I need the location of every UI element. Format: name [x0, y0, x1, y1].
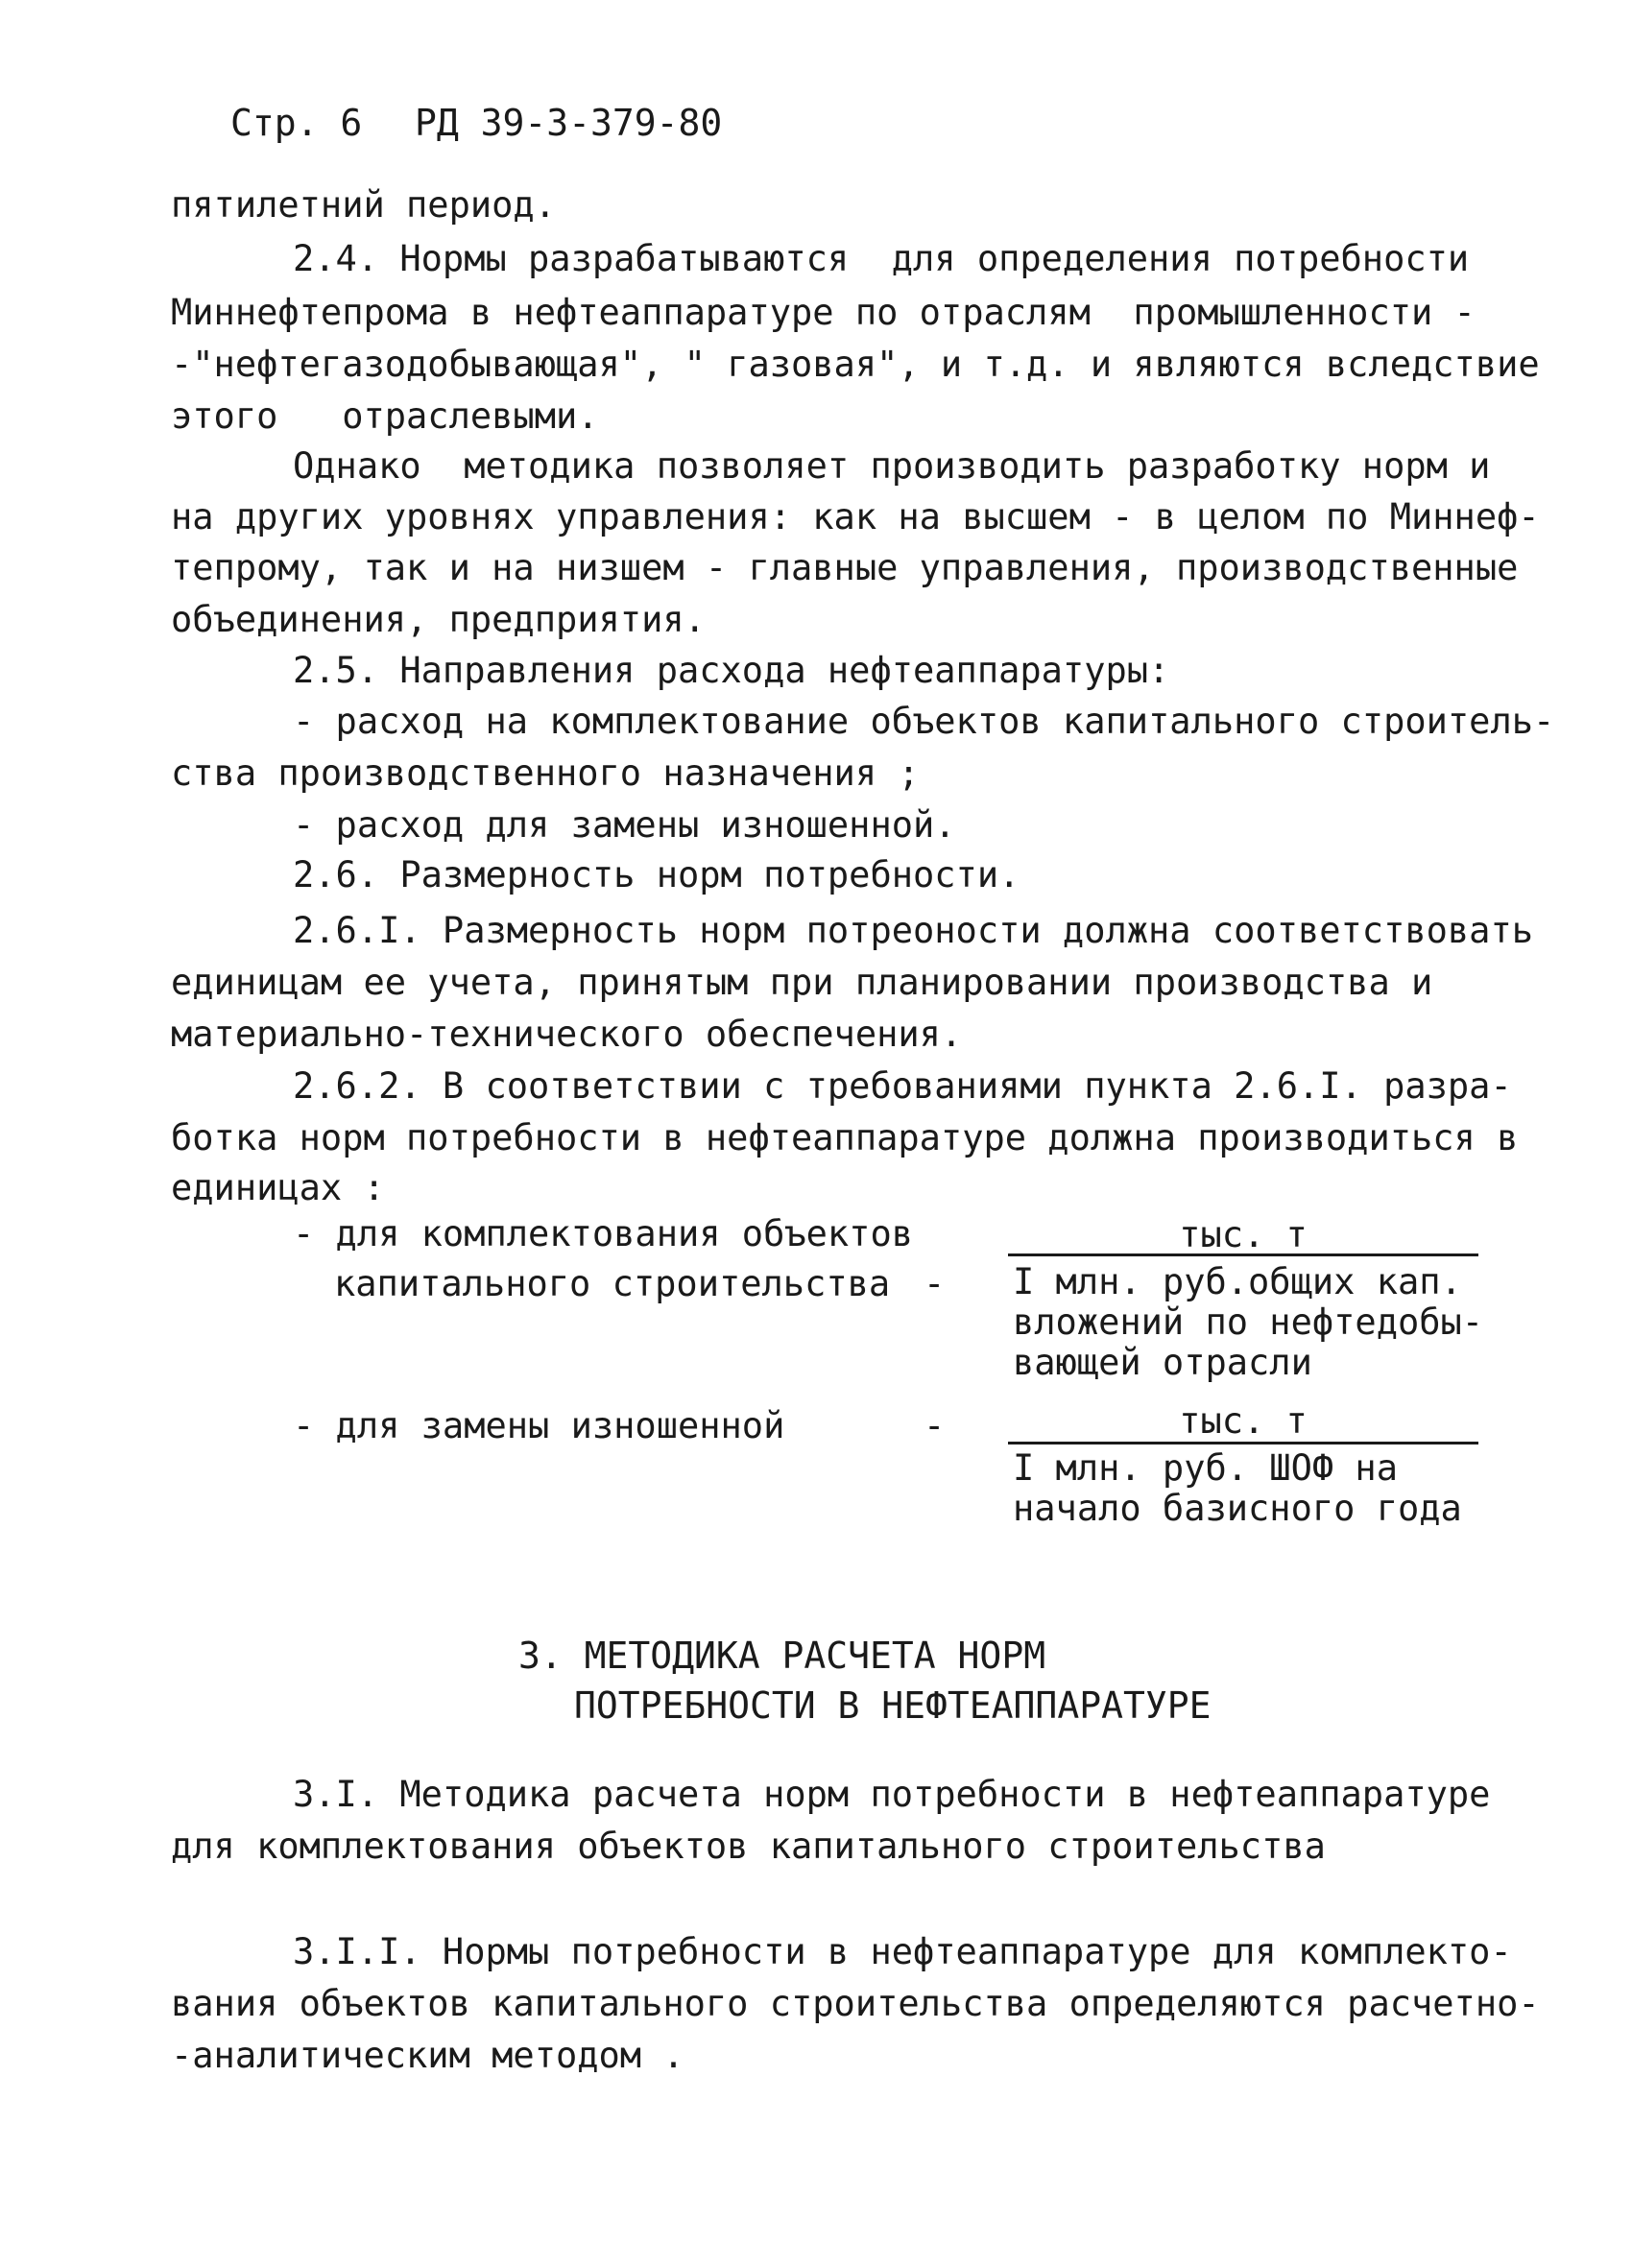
section-title: ПОТРЕБНОСТИ В НЕФТЕАППАРАТУРЕ [574, 1684, 1212, 1727]
unit-item-label: капитального строительства [334, 1263, 891, 1304]
text-line: -"нефтегазодобывающая", " газовая", и т.д. и являются вследствие [171, 344, 1540, 385]
unit-item-label: - для замены изношенной [293, 1405, 785, 1446]
text-line: 3.I.I. Нормы потребности в нефтеаппаратуре для комплекто- [293, 1931, 1512, 1972]
text-line: 2.6. Размерность норм потребности. [293, 854, 1020, 895]
text-line: пятилетний период. [171, 184, 556, 226]
text-line: Миннефтепрома в нефтеаппаратуре по отраслям промышленности - [171, 292, 1476, 333]
text-line: этого отраслевыми. [171, 395, 599, 437]
text-line: 2.4. Нормы разрабатываются для определения потребности [293, 238, 1470, 279]
fraction-denominator: I млн. руб.общих кап. [1013, 1261, 1462, 1302]
fraction-numerator: тыс. т [1179, 1214, 1308, 1255]
text-line: тепрому, так и на низшем - главные управления, производственные [171, 547, 1519, 588]
text-line: единицам ее учета, принятым при планировании производства и [171, 962, 1433, 1003]
unit-item-label: - для комплектования объектов [293, 1213, 914, 1254]
document-code: РД 39-3-379-80 [415, 102, 723, 144]
text-line: единицах : [171, 1167, 385, 1208]
fraction-bar [1008, 1442, 1478, 1444]
page-number: Стр. 6 [230, 102, 363, 144]
text-line: ботка норм потребности в нефтеаппаратуре должна производиться в [171, 1117, 1519, 1158]
text-line: ства производственного назначения ; [171, 752, 920, 794]
fraction-numerator: тыс. т [1179, 1400, 1308, 1442]
text-line: 2.5. Направления расхода нефтеаппаратуры: [293, 650, 1170, 691]
section-title: 3. МЕТОДИКА РАСЧЕТА НОРМ [518, 1635, 1046, 1677]
text-line: -аналитическим методом . [171, 2035, 684, 2076]
unit-dash: - [924, 1405, 946, 1446]
text-line: 2.6.I. Размерность норм потреоности должна соответствовать [293, 910, 1534, 951]
text-line: объединения, предприятия. [171, 599, 706, 640]
text-line: материально-технического обеспечения. [171, 1014, 963, 1055]
subsection-title: для комплектования объектов капитального строительства [171, 1826, 1326, 1867]
fraction-denominator: начало базисного года [1013, 1488, 1462, 1529]
fraction-denominator: вающей отрасли [1013, 1342, 1312, 1383]
text-line: на других уровнях управления: как на высшем - в целом по Миннеф- [171, 496, 1540, 537]
text-line: - расход для замены изношенной. [293, 804, 956, 846]
unit-dash: - [924, 1263, 946, 1304]
fraction-denominator: I млн. руб. ШОФ на [1013, 1447, 1398, 1489]
text-line: - расход на комплектование объектов капитального строитель- [293, 701, 1555, 742]
text-line: Однако методика позволяет производить разработку норм и [293, 445, 1491, 487]
fraction-denominator: вложений по нефтедобы- [1013, 1301, 1484, 1343]
text-line: вания объектов капитального строительства определяются расчетно- [171, 1983, 1540, 2024]
subsection-title: 3.I. Методика расчета норм потребности в нефтеаппаратуре [293, 1774, 1491, 1815]
text-line: 2.6.2. В соответствии с требованиями пункта 2.6.I. разра- [293, 1065, 1512, 1107]
fraction-bar [1008, 1253, 1478, 1256]
